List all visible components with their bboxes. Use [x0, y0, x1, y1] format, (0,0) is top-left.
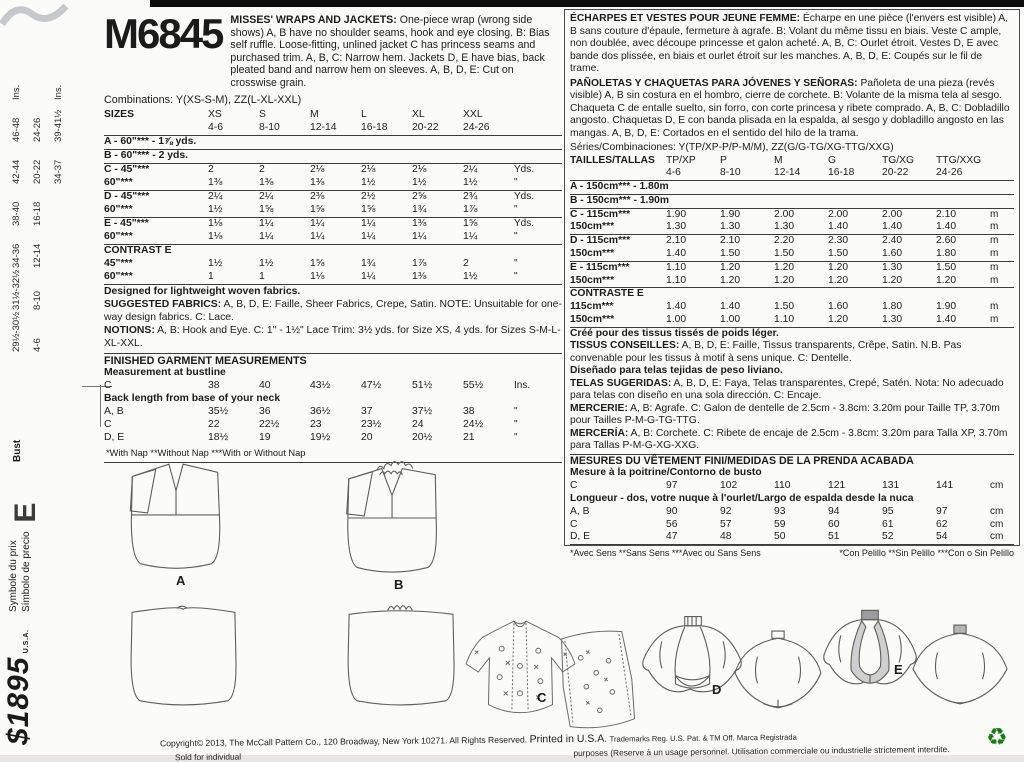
metric-measurement-row: C 56 57 59 60 61 62 cm [570, 518, 1004, 530]
view-a-front-drawing [114, 450, 236, 584]
price-symbol-text: Symbole du prix Símbolo de precio [8, 531, 32, 612]
metric-row: CONTRASTE E [570, 288, 644, 300]
size-flap-table [6, 70, 70, 352]
usage-restriction-line: Sold for individual purposes (Reserve à un usage personnel. Utilisation commerciale ou industrielle strictement interdite. [174, 744, 950, 762]
metric-yardage-table [570, 155, 1014, 328]
yardage-row: 60"*** 1⅜ 1⅜ 1⅜ 1½ 1½ 1½ " [104, 177, 562, 191]
english-column [104, 10, 562, 463]
measurement-row: Back length from base of your neck [104, 393, 281, 405]
view-d-back-drawing [726, 626, 830, 718]
yardage-row: 60"*** 1½ 1⅝ 1⅝ 1⅝ 1¾ 1⅞ " [104, 204, 562, 218]
view-e-back-drawing [904, 620, 1016, 714]
finished-measurements-table [104, 367, 562, 445]
metric-measurement-row: C 97 102 110 121 131 141 cm [570, 480, 1004, 492]
metric-measurements-table [570, 467, 1014, 545]
metric-fabric-note: TELAS SUGERIDAS: A, B, D, E: Faya, Telas transparentes, Crepé, Satén. Nota: No adecuado para telas con diseño en una sola dirección. C: Encaje. [570, 377, 1004, 402]
view-b-front-drawing [330, 448, 452, 588]
metric-row: 150cm*** 1.30 1.30 1.30 1.40 1.40 1.40 m [570, 221, 1014, 235]
fabric-note: NOTIONS: A, B: Hook and Eye. C: 1" - 1½" Lace Trim: 3½ yds. for Size XS, 4 yds. for Sizes S-M-L-XL-XXL. [104, 325, 561, 349]
metric-fabric-note: MERCERÍA: A, B: Corchete. C: Ribete de encaje de 2.5cm - 3.8cm: 3.20m para Talla XP, 3.70m para Tallas P-M-G-XG-XXG. [570, 427, 1008, 452]
view-d-label: D [712, 682, 722, 697]
yardage-row: 60"*** 1 1 1⅛ 1¼ 1⅜ 1½ " [104, 271, 562, 285]
metric-measurements-heading: MESURES DU VÊTEMENT FINI/MEDIDAS DE LA PRENDA ACABADA [570, 454, 1014, 468]
yardage-row: 4-6 8-10 12-14 16-18 20-22 24-26 [104, 122, 562, 136]
spanish-description: PAÑOLETAS Y CHAQUETAS PARA JÓVENES Y SEÑORAS: Pañoleta de una pieza (revés visible) A, B sin costura en el hombro, cierre de corchete. B: Volante de la misma tela al sesgo. Chaqueta C de entalle suelto, sin forro, con corte princesa y ribete comprado. A, B, C: Dobladillo angosto. Chaquetas D, E con banda plisada en la espalda, al sesgo y dobladillo angosto en las mangas. A, B, D, E: Cortados en el sentido del hilo de la trama. [570, 77, 1010, 139]
view-c-label: C [537, 690, 547, 705]
flap-waist-row: 34-37 39-41½ Ins. [53, 84, 64, 184]
metric-row: B - 150cm*** - 1.90m [570, 195, 1014, 209]
scan-edge-bar [150, 0, 1024, 7]
flap-bust-row: 29½-30½ 31½-32½ 34-36 38-40 42-44 46-48 Ins. [11, 84, 22, 352]
view-e-label: E [894, 662, 903, 677]
yardage-row: B - 60"*** - 2 yds. [104, 150, 562, 164]
fabric-note: Designed for lightweight woven fabrics. [104, 285, 301, 297]
yardage-row: SIZES XS S M L XL XXL [104, 108, 483, 120]
metric-measurement-row: Mesure à la poitrine/Contorno de busto [570, 467, 762, 479]
yardage-row: CONTRAST E [104, 244, 172, 256]
series-combinations-line: Séries/Combinaciones: Y(TP/XP-P/P-M/M), ZZ(G/G-TG/XG-TTG/XXG) [570, 142, 894, 153]
header-row [104, 10, 562, 89]
printed-in-usa: Printed in U.S.A. [529, 732, 608, 746]
metric-row: C - 115cm*** 1.90 1.90 2.00 2.00 2.00 2.10 m [570, 208, 999, 220]
metric-row: 150cm*** 1.40 1.50 1.50 1.50 1.60 1.80 m [570, 248, 1014, 262]
metric-measurement-row: Longueur - dos, votre nuque à l'ourlet/Largo de espalda desde la nuca [570, 492, 914, 504]
metric-fabric-notes [570, 328, 1014, 453]
flap-size-row: 4-6 8-10 12-14 16-18 20-22 24-26 [32, 117, 43, 352]
measurement-row: Measurement at bustline [104, 367, 226, 379]
metric-row: 4-6 8-10 12-14 16-18 20-22 24-26 [570, 167, 1014, 181]
yardage-table [104, 109, 562, 285]
garment-description: MISSES' WRAPS AND JACKETS: One-piece wrap (wrong side shows) A, B have no shoulder seams, hook and eye closing. B: Bias self ruffle. Loose-fitting, unlined jacket C has princess seams and purchased trim. A, B, C: Narrow hem. Jackets D, E have bias, back pleated band and narrow hem on sleeves. A, B, D, E: Cut on crosswise grain. [230, 14, 550, 89]
metric-row: A - 150cm*** - 1.80m [570, 181, 1014, 195]
measurement-row: C 38 40 43½ 47½ 51½ 55½ Ins. [104, 380, 531, 392]
metric-fabric-note: Créé pour des tissus tissés de poids léger. [570, 327, 779, 339]
metric-row: TAILLES/TALLAS TP/XP P M G TG/XG TTG/XXG [570, 154, 982, 166]
pattern-number: M6845 [104, 10, 223, 57]
metric-row: 150cm*** 1.10 1.20 1.20 1.20 1.20 1.20 m [570, 275, 1014, 289]
yardage-row: C - 45"*** 2 2 2⅛ 2⅛ 2⅛ 2¼ Yds. [104, 163, 535, 175]
price-tag: $1895 U.S.A. [2, 629, 35, 745]
french-description: ÉCHARPES ET VESTES POUR JEUNE FEMME: Écharpe en une pièce (l'envers est visible) A, B sans couture d'épaule, fermeture à agrafe. B: Volant du même tissu en biais. Veste C ample, non doublée, avec découpe princesse et galon acheté. A, B, C: Ourlet étroit. Vestes D, E avec bande dos plissée, en biais et ourlet étroit sur les manches. A, B, D, E: Coupés sur le fil de trame. [570, 13, 1009, 74]
metric-fabric-note: MERCERIE: A, B: Agrafe. C: Galon de dentelle de 2.5cm - 3.8cm: 3.20m pour Taille TP, 3.70m pour Tailles P-M-G-TG-TTG. [570, 402, 1000, 427]
fabric-note: SUGGESTED FABRICS: A, B, D, E: Faille, Sheer Fabrics, Crepe, Satin. NOTE: Unsuitable for one-way design fabrics. C: Lace. [104, 299, 562, 323]
view-b-back-drawing [336, 596, 462, 710]
metric-row: 115cm*** 1.40 1.40 1.50 1.60 1.80 1.90 m [570, 301, 999, 313]
view-a-back-drawing [118, 596, 250, 710]
recycle-icon: ♻ [986, 724, 1008, 751]
copyright-text: Copyright© 2013, The McCall Pattern Co., 120 Broadway, New York 10271. All Rights Reserved. [159, 734, 528, 749]
yardage-row: A - 60"*** - 1⅞ yds. [104, 136, 562, 150]
metric-row: 150cm*** 1.00 1.00 1.10 1.20 1.30 1.40 m [570, 314, 1014, 328]
measurement-row: C 22 22½ 23 23½ 24 24½ " [104, 419, 518, 431]
measurement-row: D, E 18½ 19 19½ 20 20½ 21 " [104, 432, 518, 444]
metric-measurement-row: A, B 90 92 93 94 95 97 cm [570, 505, 1004, 517]
trademark-text: Trademarks Reg. U.S. Pat. & TM Off. Marca Registrada [609, 732, 797, 744]
metric-row: D - 115cm*** 2.10 2.10 2.20 2.30 2.40 2.60 m [570, 235, 999, 247]
view-b-label: B [394, 577, 404, 592]
nap-footnote: *With Nap **Without Nap ***With or Without Nap [104, 445, 562, 463]
yardage-row: E - 45"*** 1⅛ 1¼ 1¼ 1¼ 1⅜ 1⅝ Yds. [104, 217, 535, 229]
view-a-label: A [176, 573, 186, 588]
metric-fabric-note: Diseñado para telas tejidas de peso liviano. [570, 365, 783, 377]
metric-fabric-note: TISSUS CONSEILLES: A, B, D, E: Faille, Tissus transparents, Crêpe, Satin. N.B. Pas convenable pour les tissus à motif à sens unique. C: Dentelle. [570, 340, 962, 364]
metric-row: E - 115cm*** 1.10 1.20 1.20 1.20 1.30 1.50 m [570, 261, 999, 273]
crop-mark [100, 385, 101, 427]
finished-measurements-heading: FINISHED GARMENT MEASUREMENTS [104, 353, 562, 368]
price-letter: E [9, 502, 42, 523]
sens-footnotes: *Avec Sens **Sans Sens ***Avec ou Sans Sens *Con Pelillo **Sin Pelillo ***Con o Sin Pelillo [570, 548, 1014, 559]
measurement-row: A, B 35½ 36 36½ 37 37½ 38 " [104, 406, 518, 418]
yardage-row: 60"*** 1⅛ 1¼ 1¼ 1¼ 1¼ 1¼ " [104, 231, 562, 245]
combinations-line: Combinations: Y(XS-S-M), ZZ(L-XL-XXL) [104, 94, 302, 106]
view-c-back-drawing [545, 615, 649, 743]
yardage-row: D - 45"*** 2¼ 2¼ 2⅜ 2½ 2⅝ 2¾ Yds. [104, 190, 535, 202]
bust-label: Bust [12, 439, 23, 462]
fabric-notes [104, 286, 562, 351]
yardage-row: 45"*** 1½ 1½ 1⅝ 1¾ 1⅞ 2 " [104, 257, 518, 269]
metric-measurement-row: D, E 47 48 50 51 52 54 cm [570, 531, 1014, 545]
translation-box [564, 9, 1020, 559]
price-symbol-label [8, 502, 42, 612]
scan-artifact [0, 0, 70, 28]
